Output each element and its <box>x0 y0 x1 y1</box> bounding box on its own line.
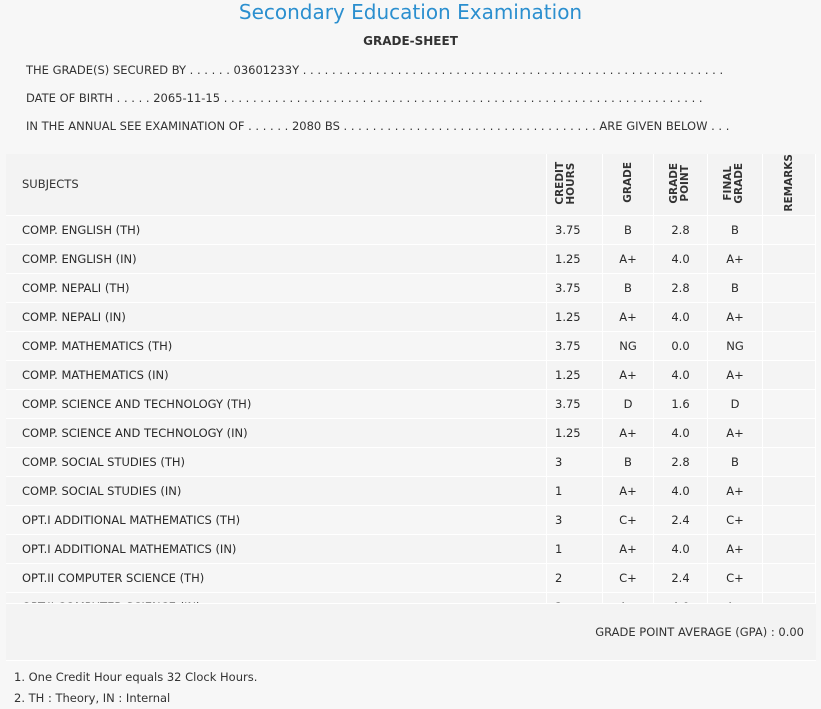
table-row <box>6 215 816 244</box>
grade-sheet-heading: GRADE-SHEET <box>363 34 458 48</box>
remarks-cell <box>763 418 816 447</box>
grade-point-cell: 2.8 <box>654 215 708 244</box>
subject-cell: OPT.II COMPUTER SCIENCE (TH) <box>6 563 547 592</box>
grade-cell: B <box>603 215 654 244</box>
header-credit-hours-label: CREDIT HOURS <box>554 161 577 205</box>
subject-cell: COMP. MATHEMATICS (TH) <box>6 331 547 360</box>
final-grade-cell: A+ <box>708 244 763 273</box>
gpa-value: GRADE POINT AVERAGE (GPA) : 0.00 <box>595 625 804 639</box>
remarks-cell <box>763 360 816 389</box>
grade-cell: A+ <box>603 244 654 273</box>
remarks-cell <box>763 476 816 505</box>
header-grade-label: GRADE <box>621 162 634 204</box>
page-title: Secondary Education Examination <box>238 0 583 24</box>
grade-cell: C+ <box>603 563 654 592</box>
remarks-cell <box>763 505 816 534</box>
credit-hours-cell: 1 <box>547 476 603 505</box>
subject-cell: COMP. SOCIAL STUDIES (TH) <box>6 447 547 476</box>
grades-table <box>6 154 816 622</box>
final-grade-cell: A+ <box>708 360 763 389</box>
header-grade <box>603 154 654 215</box>
final-grade-cell: C+ <box>708 563 763 592</box>
credit-hours-cell: 1 <box>547 534 603 563</box>
header-grade-point <box>654 154 708 215</box>
note-credit-hour: 1. One Credit Hour equals 32 Clock Hours. <box>14 670 258 684</box>
grade-cell: B <box>603 447 654 476</box>
grade-cell: A+ <box>603 418 654 447</box>
header-final-grade <box>708 154 763 215</box>
final-grade-cell: A+ <box>708 418 763 447</box>
credit-hours-cell: 3 <box>547 505 603 534</box>
secured-by-line: THE GRADE(S) SECURED BY . . . . . . 03601233Y . . . . . . . . . . . . . . . . . . . . . . . . . . . . . . . . . . . . . . . . . . . . . . . . . . . . . . . . . . <box>26 63 724 77</box>
subject-cell: COMP. NEPALI (IN) <box>6 302 547 331</box>
final-grade-cell: B <box>708 447 763 476</box>
subject-cell: COMP. SCIENCE AND TECHNOLOGY (TH) <box>6 389 547 418</box>
table-row <box>6 418 816 447</box>
remarks-cell <box>763 331 816 360</box>
grade-point-cell: 1.6 <box>654 389 708 418</box>
table-row <box>6 505 816 534</box>
remarks-cell <box>763 215 816 244</box>
table-header-row <box>6 154 816 215</box>
final-grade-cell: NG <box>708 331 763 360</box>
header-credit-hours <box>547 154 603 215</box>
subject-cell: OPT.I ADDITIONAL MATHEMATICS (IN) <box>6 534 547 563</box>
examination-line: IN THE ANNUAL SEE EXAMINATION OF . . . . . . 2080 BS . . . . . . . . . . . . . . . . . . . . . . . . . . . . . . . . . . . ARE GIVEN BELOW . . . <box>26 119 730 133</box>
grade-cell: A+ <box>603 360 654 389</box>
credit-hours-cell: 3.75 <box>547 389 603 418</box>
table-row <box>6 244 816 273</box>
subject-cell: COMP. NEPALI (TH) <box>6 273 547 302</box>
grade-cell: A+ <box>603 476 654 505</box>
remarks-cell <box>763 534 816 563</box>
table-row <box>6 331 816 360</box>
grade-cell: D <box>603 389 654 418</box>
credit-hours-cell: 3.75 <box>547 215 603 244</box>
grade-point-cell: 0.0 <box>654 331 708 360</box>
note-abbreviations: 2. TH : Theory, IN : Internal <box>14 691 171 705</box>
table-row <box>6 447 816 476</box>
credit-hours-cell: 2 <box>547 563 603 592</box>
credit-hours-cell: 3 <box>547 447 603 476</box>
table-row <box>6 273 816 302</box>
credit-hours-cell: 3.75 <box>547 331 603 360</box>
header-subjects: SUBJECTS <box>6 154 547 215</box>
remarks-cell <box>763 563 816 592</box>
grade-point-cell: 2.8 <box>654 447 708 476</box>
header-final-grade-label: FINAL GRADE <box>722 162 745 204</box>
grade-cell: A+ <box>603 302 654 331</box>
date-of-birth-line: DATE OF BIRTH . . . . . 2065-11-15 . . . . . . . . . . . . . . . . . . . . . . . . . . . . . . . . . . . . . . . . . . . . . . . . . . . . . . . . . . . . . . . . . . <box>26 91 703 105</box>
final-grade-cell: C+ <box>708 505 763 534</box>
grade-point-cell: 4.0 <box>654 360 708 389</box>
grade-point-cell: 4.0 <box>654 534 708 563</box>
table-row <box>6 563 816 592</box>
grade-point-cell: 4.0 <box>654 302 708 331</box>
final-grade-cell: A+ <box>708 534 763 563</box>
table-row <box>6 534 816 563</box>
grade-cell: NG <box>603 331 654 360</box>
subject-cell: COMP. ENGLISH (IN) <box>6 244 547 273</box>
remarks-cell <box>763 273 816 302</box>
table-row <box>6 389 816 418</box>
header-remarks <box>763 154 816 215</box>
subject-cell: COMP. SCIENCE AND TECHNOLOGY (IN) <box>6 418 547 447</box>
header-remarks-label: REMARKS <box>782 154 795 212</box>
grade-cell: B <box>603 273 654 302</box>
header-grade-point-label: GRADE POINT <box>667 162 691 204</box>
remarks-cell <box>763 244 816 273</box>
remarks-cell <box>763 447 816 476</box>
gpa-row <box>6 603 816 661</box>
grade-point-cell: 2.4 <box>654 505 708 534</box>
final-grade-cell: B <box>708 273 763 302</box>
final-grade-cell: A+ <box>708 476 763 505</box>
grade-point-cell: 4.0 <box>654 476 708 505</box>
subject-cell: OPT.I ADDITIONAL MATHEMATICS (TH) <box>6 505 547 534</box>
subject-cell: COMP. SOCIAL STUDIES (IN) <box>6 476 547 505</box>
table-row <box>6 476 816 505</box>
remarks-cell <box>763 302 816 331</box>
grade-cell: A+ <box>603 534 654 563</box>
grade-point-cell: 2.8 <box>654 273 708 302</box>
credit-hours-cell: 1.25 <box>547 244 603 273</box>
table-row <box>6 360 816 389</box>
grade-point-cell: 4.0 <box>654 418 708 447</box>
final-grade-cell: B <box>708 215 763 244</box>
grade-cell: C+ <box>603 505 654 534</box>
credit-hours-cell: 1.25 <box>547 302 603 331</box>
final-grade-cell: D <box>708 389 763 418</box>
credit-hours-cell: 1.25 <box>547 360 603 389</box>
subject-cell: COMP. ENGLISH (TH) <box>6 215 547 244</box>
credit-hours-cell: 1.25 <box>547 418 603 447</box>
grade-point-cell: 4.0 <box>654 244 708 273</box>
table-row <box>6 302 816 331</box>
credit-hours-cell: 3.75 <box>547 273 603 302</box>
grade-point-cell: 2.4 <box>654 563 708 592</box>
final-grade-cell: A+ <box>708 302 763 331</box>
remarks-cell <box>763 389 816 418</box>
subject-cell: COMP. MATHEMATICS (IN) <box>6 360 547 389</box>
